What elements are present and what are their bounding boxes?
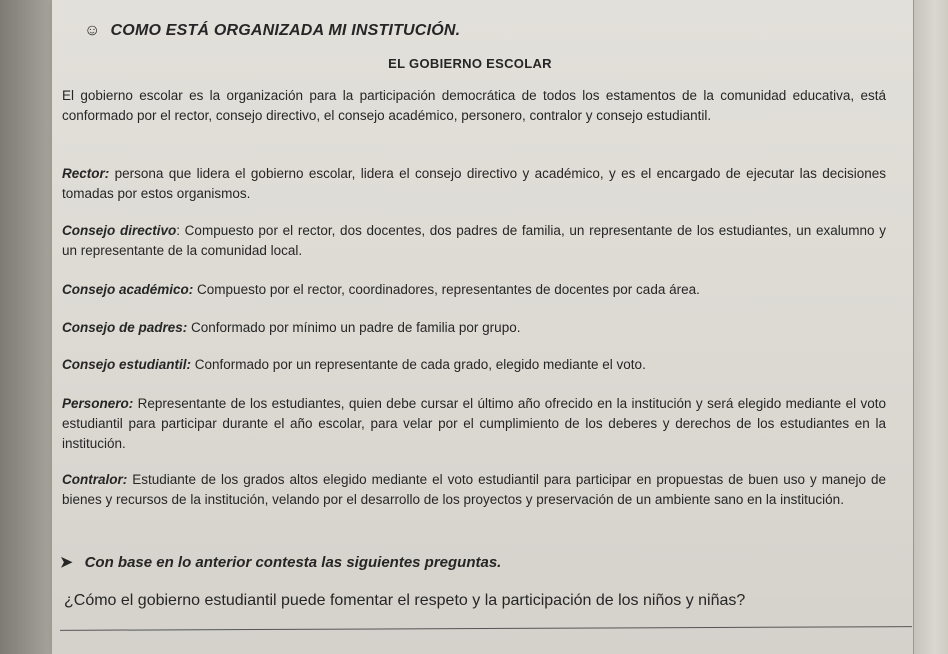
definition-term: Personero: (62, 396, 134, 411)
definition-term: Contralor: (62, 472, 128, 487)
definition-text: persona que lidera el gobierno escolar, lidera el consejo directivo y académico, y es el encargado de ejecutar las decisiones tomadas por estos organismos. (62, 166, 886, 201)
definition-text: Conformado por un representante de cada grado, elegido mediante el voto. (191, 357, 646, 372)
page-heading: ☺ COMO ESTÁ ORGANIZADA MI INSTITUCIÓN. (84, 22, 461, 39)
definition-consejo-padres (62, 318, 886, 338)
definition-consejo-academico (62, 280, 886, 300)
arrowhead-icon: ➤ (60, 554, 73, 571)
definition-rector (62, 164, 886, 204)
definition-contralor (62, 470, 886, 510)
definition-term: Consejo de padres: (62, 320, 188, 335)
definition-text: Estudiante de los grados altos elegido mediante el voto estudiantil para participar en propuestas de buen uso y manejo de bienes y recursos de la institución, velando por el desarrollo de los proyectos y preservación de un ambiente sano en la institución. (62, 472, 886, 507)
definition-text: : Compuesto por el rector, dos docentes, dos padres de familia, un representante de los estudiantes, un exalumno y un representante de la comunidad local. (62, 223, 886, 258)
surface-left (0, 0, 52, 654)
definition-term: Rector: (62, 166, 110, 181)
section-title: EL GOBIERNO ESCOLAR (388, 56, 552, 71)
definition-term: Consejo estudiantil: (62, 357, 192, 372)
definition-text: Compuesto por el rector, coordinadores, representantes de docentes por cada área. (193, 282, 700, 297)
smiley-icon: ☺ (84, 22, 101, 39)
definition-personero (62, 394, 886, 454)
definition-text: Representante de los estudiantes, quien debe cursar el último año ofrecido en la institución y será elegido mediante el voto estudiantil para participar durante el año escolar, para velar por el cumplimiento de los deberes y derechos de los estudiantes en la institución. (62, 396, 886, 451)
instruction-line: ➤ Con base en lo anterior contesta las siguientes preguntas. (60, 554, 502, 571)
question-text: ¿Cómo el gobierno estudiantil puede fomentar el respeto y la participación de los niños y niñas? (64, 592, 746, 609)
definition-consejo-estudiantil (62, 355, 886, 375)
definition-term: Consejo académico: (62, 282, 194, 297)
intro-paragraph: El gobierno escolar es la organización para la participación democrática de todos los estamentos de la comunidad educativa, está conformado por el rector, consejo directivo, el consejo académico, personero, contralor y consejo estudiantil. (62, 88, 886, 123)
adjacent-page-edge (913, 0, 948, 654)
definition-consejo-directivo (62, 221, 886, 261)
definition-term: Consejo directivo (62, 223, 177, 238)
definition-text: Conformado por mínimo un padre de familia por grupo. (187, 320, 521, 335)
